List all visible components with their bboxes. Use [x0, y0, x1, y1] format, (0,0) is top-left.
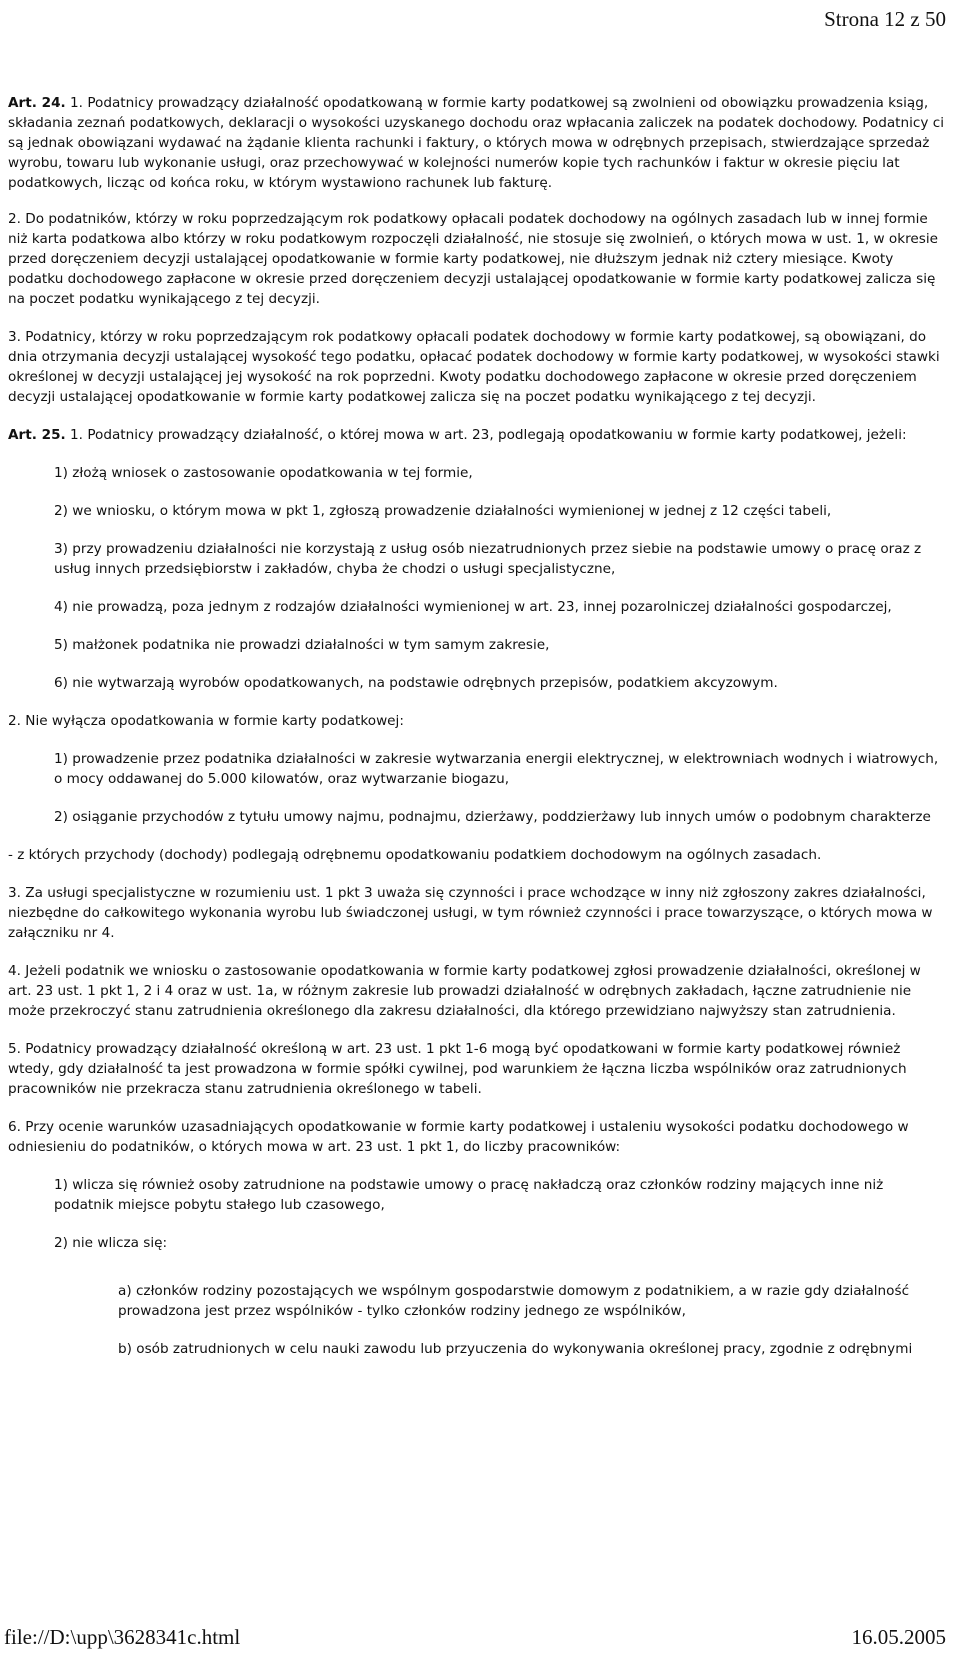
art25-para5: 5. Podatnicy prowadzący działalność określoną w art. 23 ust. 1 pkt 1-6 mogą być opodatkowani w formie karty podatkowej również wtedy, gdy działalność ta jest prowadzona w formie spółki cywilnej, pod warunkiem że łączna liczba wspólników oraz zatrudnionych pracowników nie przekracza stanu zatrudnienia określonego w tabeli. — [8, 1041, 907, 1097]
document-body — [8, 93, 946, 1377]
list-item: 2) we wniosku, o którym mowa w pkt 1, zgłoszą prowadzenie działalności wymienionej w jednej z 12 części tabeli, — [54, 503, 832, 519]
list-item: 1) prowadzenie przez podatnika działalności w zakresie wytwarzania energii elektrycznej, w elektrowniach wodnych i wiatrowych, o mocy oddawanej do 5.000 kilowatów, oraz wytwarzanie biogazu, — [54, 751, 939, 787]
list-item: 2) osiąganie przychodów z tytułu umowy najmu, podnajmu, dzierżawy, poddzierżawy lub innych umów o podobnym charakterze — [54, 809, 931, 825]
list-item: 5) małżonek podatnika nie prowadzi działalności w tym samym zakresie, — [54, 637, 550, 653]
article-label: Art. 25. — [8, 427, 66, 443]
art25-para6: 6. Przy ocenie warunków uzasadniających opodatkowanie w formie karty podatkowej i ustaleniu wysokości podatku dochodowego w odniesieniu do podatników, o których mowa w art. 23 ust. 1 pkt 1, do liczby pracowników: — [8, 1119, 909, 1155]
art24-para2: 2. Do podatników, którzy w roku poprzedzającym rok podatkowy opłacali podatek dochodowy na ogólnych zasadach lub w innej formie niż karta podatkowa albo którzy w roku podatkowym rozpoczęli działalność, nie stosuje się zwolnień, o których mowa w ust. 1, w okresie przed doręczeniem decyzji ustalającej opodatkowanie w formie karty podatkowej, nie dłuższym jednak niż cztery miesiące. Kwoty podatku dochodowego zapłacone w okresie przed doręczeniem decyzji ustalającej opodatkowanie w formie karty podatkowej zalicza się na poczet podatku wynikającego z tej decyzji. — [8, 211, 938, 307]
print-date: 16.05.2005 — [851, 1625, 946, 1649]
sub-list-item: b) osób zatrudnionych w celu nauki zawodu lub przyuczenia do wykonywania określonej pracy, zgodnie z odrębnymi — [118, 1341, 913, 1357]
art25-para2-tail: - z których przychody (dochody) podlegają odrębnemu opodatkowaniu podatkiem dochodowym na ogólnych zasadach. — [8, 847, 822, 863]
art25-para2: 2. Nie wyłącza opodatkowania w formie karty podatkowej: — [8, 713, 404, 729]
list-item: 1) złożą wniosek o zastosowanie opodatkowania w tej formie, — [54, 465, 473, 481]
art24-para3: 3. Podatnicy, którzy w roku poprzedzającym rok podatkowy opłacali podatek dochodowy w formie karty podatkowej, są obowiązani, do dnia otrzymania decyzji ustalającej wysokość tego podatku, opłacać podatek dochodowy w formie karty podatkowej, w wysokości stawki określonej w decyzji ustalającej jej wysokość na rok poprzedni. Kwoty podatku dochodowego zapłacone w okresie przed doręczeniem decyzji ustalającej opodatkowanie w formie karty podatkowej zalicza się na poczet podatku wynikającego z tej decyzji. — [8, 329, 940, 405]
paragraph-text: 1. Podatnicy prowadzący działalność, o której mowa w art. 23, podlegają opodatkowaniu w formie karty podatkowej, jeżeli: — [70, 427, 907, 443]
sub-list-item: a) członków rodziny pozostających we wspólnym gospodarstwie domowym z podatnikiem, a w razie gdy działalność prowadzona jest przez wspólników - tylko członków rodziny jednego ze wspólników, — [118, 1283, 910, 1319]
art24-para1 — [8, 93, 946, 193]
list-item: 2) nie wlicza się: — [54, 1235, 168, 1251]
page-footer — [4, 1624, 946, 1650]
art25-para1 — [8, 425, 946, 445]
article-label: Art. 24. — [8, 95, 66, 111]
list-item: 4) nie prowadzą, poza jednym z rodzajów działalności wymienionej w art. 23, innej pozarolniczej działalności gospodarczej, — [54, 599, 892, 615]
list-item: 6) nie wytwarzają wyrobów opodatkowanych, na podstawie odrębnych przepisów, podatkiem akcyzowym. — [54, 675, 778, 691]
paragraph-text: 1. Podatnicy prowadzący działalność opodatkowaną w formie karty podatkowej są zwolnieni od obowiązku prowadzenia ksiąg, składania zeznań podatkowych, deklaracji o wysokości uzyskanego dochodu oraz wpłacania zaliczek na podatek dochodowy. Podatnicy ci są jednak obowiązani wydawać na żądanie klienta rachunki i faktury, o których mowa w odrębnych przepisach, stwierdzające sprzedaż wyrobu, towaru lub wykonanie usługi, oraz przechowywać w kolejności numerów kopie tych rachunków i faktur w okresie pięciu lat podatkowych, licząc od końca roku, w którym wystawiono rachunek lub fakturę. — [8, 95, 944, 191]
list-item: 1) wlicza się również osoby zatrudnione na podstawie umowy o pracę nakładczą oraz członków rodziny mających inne niż podatnik miejsce pobytu stałego lub czasowego, — [54, 1177, 884, 1213]
page-number: Strona 12 z 50 — [824, 7, 946, 31]
art25-para4: 4. Jeżeli podatnik we wniosku o zastosowanie opodatkowania w formie karty podatkowej zgłosi prowadzenie działalności, określonej w art. 23 ust. 1 pkt 1, 2 i 4 oraz w ust. 1a, w różnym zakresie lub prowadzi działalność w odrębnych zakładach, łączne zatrudnienie nie może przekroczyć stanu zatrudnienia określonego dla zakresu działalności, dla którego przewidziano najwyższy stan zatrudnienia. — [8, 963, 921, 1019]
file-path: file://D:\upp\3628341c.html — [4, 1625, 241, 1649]
art25-para3: 3. Za usługi specjalistyczne w rozumieniu ust. 1 pkt 3 uważa się czynności i prace wchodzące w inny niż zgłoszony zakres działalności, niezbędne do całkowitego wykonania wyrobu lub świadczonej usługi, w tym również czynności i prace towarzyszące, o których mowa w załączniku nr 4. — [8, 885, 933, 941]
list-item: 3) przy prowadzeniu działalności nie korzystają z usług osób niezatrudnionych przez siebie na podstawie umowy o pracę oraz z usług innych przedsiębiorstw i zakładów, chyba że chodzi o usługi specjalistyczne, — [54, 541, 922, 577]
